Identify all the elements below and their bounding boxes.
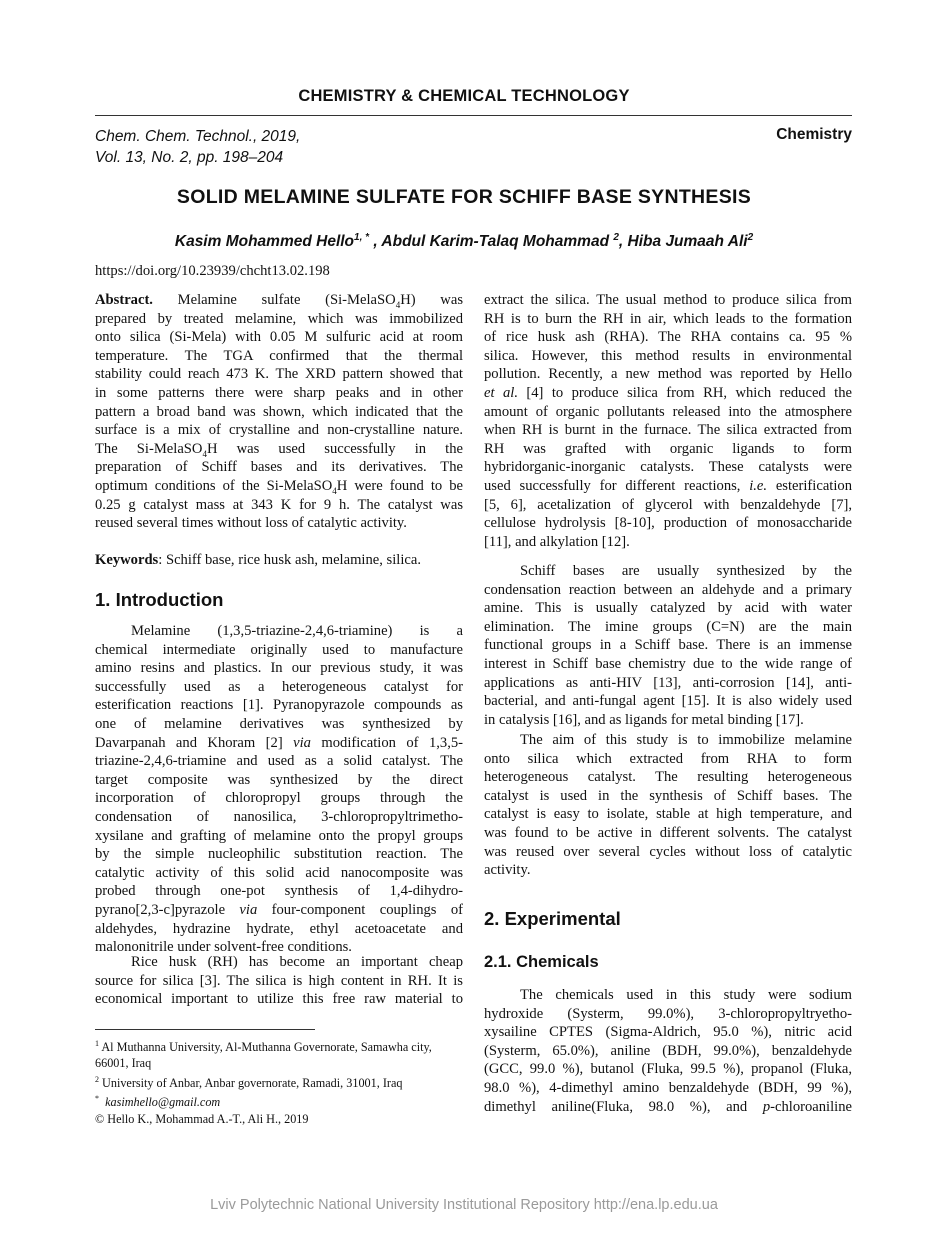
text-line [95,440,463,459]
text-line [95,827,463,846]
text-line [484,581,852,600]
text-segment: hybridorganic-inorganic catalysts. These catalysts were [484,459,852,476]
text-line [484,347,852,366]
text-segment: -chloroaniline [770,1098,852,1115]
text-line [95,990,463,1009]
text-segment: Schiff bases are usually synthesized by the [520,563,852,579]
text-line [484,365,852,384]
text-segment: Keywords [95,552,159,568]
text-segment: hydroxide (Systerm, 99.0%), 3-chloropropyltryetho- [484,1005,852,1022]
text-segment: prepared by treated melamine, which was immobilized [95,310,463,327]
footnote-text: Al Muthanna University, Al-Muthanna Governorate, Samawha city, 66001, Iraq [95,1040,432,1071]
text-line [484,421,852,440]
text-line [484,562,852,581]
text-segment: condensation reaction between an aldehyde and a primary [484,581,852,598]
text-line [95,715,463,734]
text-segment: in some patterns there were sharp peaks and in other [95,384,463,401]
author-name: Hiba Jumaah Ali [627,233,748,251]
footnote-email [95,1091,465,1110]
text-line [484,768,852,787]
text-line [95,477,463,496]
repository-footer: Lviv Polytechnic National University Institutional Repository http://ena.lp.edu.ua [210,1197,718,1213]
chemicals-paragraph [484,986,852,1116]
author-affiliation: 2 [747,232,754,243]
text-segment: economical important to utilize this free raw material to [95,991,463,1008]
footnote-2 [95,1072,465,1091]
text-segment: preparation of Schiff bases and its derivatives. The [95,459,463,476]
text-segment: esterification [767,477,853,494]
header-rule [95,115,852,116]
text-segment: reused several times without loss of catalytic activity. [95,515,407,532]
text-segment: chemical intermediate originally used to manufacture [95,641,463,658]
text-segment: condensation of nanosilica, 3-chloropropyltrimetho- [95,808,463,825]
text-segment: catalyst is used in the synthesis of Schiff bases. The [484,787,852,804]
text-line [95,514,463,533]
text-segment: amount of organic pollutants released into the atmosphere [484,403,852,420]
text-line [95,641,463,660]
text-line [484,636,852,655]
text-line [95,808,463,827]
text-line [484,328,852,347]
text-segment: amine. This is usually catalyzed by acid with water [484,600,852,617]
text-segment: dimethyl aniline(Fluka, 98.0 %), and [484,1098,763,1115]
text-line [95,458,463,477]
text-line [484,1098,852,1117]
text-segment: [4] to produce silica from RH, which reduced the [517,384,852,401]
text-segment: The chemicals used in this study were sodium [520,987,852,1003]
text-segment: [11], and alkylation [12]. [484,533,630,550]
text-line [95,659,463,678]
intro-paragraph-1 [95,622,463,957]
text-segment: Rice husk (RH) has become an important cheap [131,954,463,970]
text-segment: temperature. The TGA confirmed that the thermal [95,347,463,364]
text-segment: esterification reactions [1]. Pyranopyrazole compounds as [95,697,463,714]
text-line [484,692,852,711]
text-segment: was reused over several cycles without loss of catalytic [484,843,852,860]
text-segment: of rice husk ash (RHA). The RHA contains ca. 95 % [484,329,852,346]
text-segment: successfully used as a heterogeneous catalyst for [95,678,463,695]
right-paragraph-2 [484,562,852,729]
author-name: Kasim Mohammed Hello [174,233,355,251]
text-segment: The aim of this study is to immobilize melamine [520,732,852,748]
text-segment: onto silica which extracted from RHA to form [484,750,852,767]
text-segment: via [293,734,311,751]
text-line [484,1042,852,1061]
text-line [95,551,463,570]
text-segment: RH is to burn the RH in air, which leads to the formation [484,310,852,327]
text-line [95,421,463,440]
text-segment: 4 [202,448,207,459]
text-line [95,789,463,808]
text-segment: 4 [332,485,337,496]
text-line [484,310,852,329]
text-line [95,901,463,920]
text-segment: H were found to be [336,477,463,494]
text-line [95,953,463,972]
text-line [484,861,852,880]
text-segment: H was used successfully in the [206,440,463,457]
text-segment: pattern a broad band was shown, which indicated that the [95,403,463,420]
footnote-rule [95,1029,315,1030]
citation [95,126,300,168]
text-line [95,365,463,384]
author-affiliation: 1, * [354,232,370,243]
text-segment: malononitrile under solvent-free conditions. [95,939,352,956]
text-segment: (Systerm, 65.0%), aniline (BDH, 99.0%), benzaldehyde [484,1042,852,1059]
text-line [95,920,463,939]
text-line [95,496,463,515]
footnote-1 [95,1036,465,1072]
text-segment: target composite was synthesized by the direct [95,771,463,788]
text-line [95,310,463,329]
text-segment: 98.0 %), 4-dimethyl amino benzaldehyde (BDH, 99 %), [484,1079,852,1096]
text-segment: : Schiff base, rice husk ash, melamine, silica. [158,552,422,568]
text-segment: surface is a mix of crystalline and non-crystalline nature. [95,422,463,439]
text-segment: interest in Schiff base chemistry due to the wide range of [484,655,852,672]
text-line [95,752,463,771]
text-line [484,384,852,403]
text-segment: Melamine (1,3,5-triazine-2,4,6-triamine) is a [131,623,463,639]
text-segment: applications as anti-HIV [13], anti-corrosion [14], anti- [484,674,852,691]
text-segment: modification of 1,3,5- [310,734,463,751]
copyright: © Hello K., Mohammad A.-T., Ali H., 2019 [95,1111,309,1126]
text-line [95,384,463,403]
doi-link[interactable]: https://doi.org/10.23939/chcht13.02.198 [95,263,330,279]
text-line [484,731,852,750]
author-separator: , [369,233,382,251]
journal-name: CHEMISTRY & CHEMICAL TECHNOLOGY [298,87,630,105]
text-line [95,734,463,753]
text-line [484,711,852,730]
section-label: Chemistry [776,126,852,143]
text-line [95,347,463,366]
text-segment: pollution. Recently, a new method was reported by Hello [484,366,852,383]
text-segment: elimination. The imine groups (C=N) are the main [484,618,852,635]
text-segment: extract the silica. The usual method to produce silica from [484,292,852,308]
text-segment: was found to be active in different solvents. The catalyst [484,824,852,841]
right-paragraph-3 [484,731,852,880]
author-separator: , [618,233,628,251]
text-line [95,678,463,697]
text-segment: stability could reach 473 K. The XRD pattern showed that [95,366,463,383]
text-line [484,599,852,618]
abstract [95,291,463,533]
text-line [484,440,852,459]
text-segment: p [762,1098,771,1115]
text-segment: amino resins and plastics. In our previous study, it was [95,660,463,677]
text-line [95,972,463,991]
text-segment: i.e. [749,477,768,494]
text-segment: used successfully for different reactions, [484,477,750,494]
text-segment: optimum conditions of the Si-MelaSO [95,477,333,494]
text-line [484,514,852,533]
text-line [95,328,463,347]
text-line [484,1023,852,1042]
author-name: Abdul Karim-Talaq Mohammad [381,233,614,251]
text-segment: source for silica [3]. The silica is high content in RH. It is [95,972,463,989]
text-segment: probed through one-pot synthesis of 1,4-dihydro- [95,883,463,900]
footnotes [95,1036,465,1127]
text-segment: RH was grafted with organic ligands to form [484,440,852,457]
text-segment: [5, 6], acetalization of glycerol with benzaldehyde [7], [484,496,852,513]
footnote-text: University of Anbar, Anbar governorate, Ramadi, 31001, Iraq [99,1075,403,1090]
text-segment: via [239,901,258,918]
text-line [484,787,852,806]
text-line [95,771,463,790]
text-line [484,458,852,477]
text-segment: xysilane and grafting of melamine onto the propyl groups [95,827,463,844]
text-segment: one of melamine derivatives was synthesized by [95,715,463,732]
text-segment: Davarpanah and Khoram [2] [95,734,294,751]
text-segment: incorporation of chloropropyl groups through the [95,790,463,807]
footnote-mark: 2 [95,1074,99,1084]
text-line [484,655,852,674]
text-segment: onto silica (Si-Mela) with 0.05 M sulfuric acid at room [95,329,463,346]
keywords [95,551,463,570]
text-segment: catalytic activity of this solid acid nanocomposite was [95,864,463,881]
citation-line-2: Vol. 13, No. 2, pp. 198–204 [95,149,284,166]
text-line [484,986,852,1005]
text-segment: xysailine CPTES (Sigma-Aldrich, 95.0 %), nitric acid [484,1024,852,1041]
intro-paragraph-2 [95,953,463,1009]
text-line [484,618,852,637]
text-segment: H) was [400,292,464,308]
text-line [484,403,852,422]
text-line [484,533,852,552]
right-paragraph-1 [484,291,852,551]
text-line [484,824,852,843]
text-line [95,622,463,641]
text-line [484,1079,852,1098]
heading-chemicals: 2.1. Chemicals [484,953,599,971]
text-segment: 0.25 g catalyst mass at 343 K for 9 h. The catalyst was [95,496,463,513]
text-line [484,750,852,769]
text-segment: et al. [484,384,518,401]
text-segment: Abstract. [95,292,153,308]
text-segment: catalyst is easy to isolate, stable at high temperature, and [484,806,852,823]
text-segment: (GCC, 99.0 %), butanol (Fluka, 99.5 %), propanol (Fluka, [484,1061,852,1078]
text-line [95,845,463,864]
heading-introduction: 1. Introduction [95,589,224,610]
text-line [95,291,463,310]
author-list [0,232,928,251]
text-line [484,1005,852,1024]
text-segment: 4 [395,299,401,310]
text-segment: bacterial, and anti-fungal agent [15]. It is also widely used [484,693,852,710]
text-segment: functional groups in a Schiff base. There is an immense [484,637,852,654]
text-segment: pyrano[2,3-c]pyrazole [95,901,240,918]
text-segment: four-component couplings of [257,901,463,918]
text-segment: cellulose hydrolysis [8-10], production of monosaccharide [484,515,852,532]
author-affiliation: 2 [613,232,619,243]
text-line [95,864,463,883]
text-segment: by the simple nucleophilic substitution reaction. The [95,846,463,863]
text-line [95,696,463,715]
text-segment: The Si-MelaSO [95,440,203,457]
text-segment: aldehydes, hydrazine hydrate, ethyl acetoacetate and [95,920,463,937]
citation-line-1: Chem. Chem. Technol., 2019, [95,128,301,145]
text-segment: activity. [484,862,531,879]
text-line [95,882,463,901]
text-segment: silica. However, this method results in environmental [484,347,852,364]
email-link[interactable]: kasimhello@gmail.com [105,1095,221,1110]
footnote-mark: 1 [95,1039,99,1048]
text-line [484,805,852,824]
text-segment: triazine-2,4,6-triamine and used as a solid catalyst. The [95,753,463,770]
footnote-mark: * [95,1094,99,1104]
text-line [484,843,852,862]
text-line [484,496,852,515]
heading-experimental: 2. Experimental [484,908,621,929]
text-line [484,291,852,310]
paper-title: SOLID MELAMINE SULFATE FOR SCHIFF BASE SYNTHESIS [176,186,752,208]
text-line [484,1060,852,1079]
text-segment: Melamine sulfate (Si-MelaSO [152,292,396,308]
text-line [484,477,852,496]
text-line [95,403,463,422]
text-segment: in catalysis [16], and as ligands for metal binding [17]. [484,711,804,728]
text-segment: heterogeneous catalyst. The resulting heterogeneous [484,769,852,786]
text-line [484,674,852,693]
text-segment: when RH is burnt in the furnace. The silica extracted from [484,422,852,439]
